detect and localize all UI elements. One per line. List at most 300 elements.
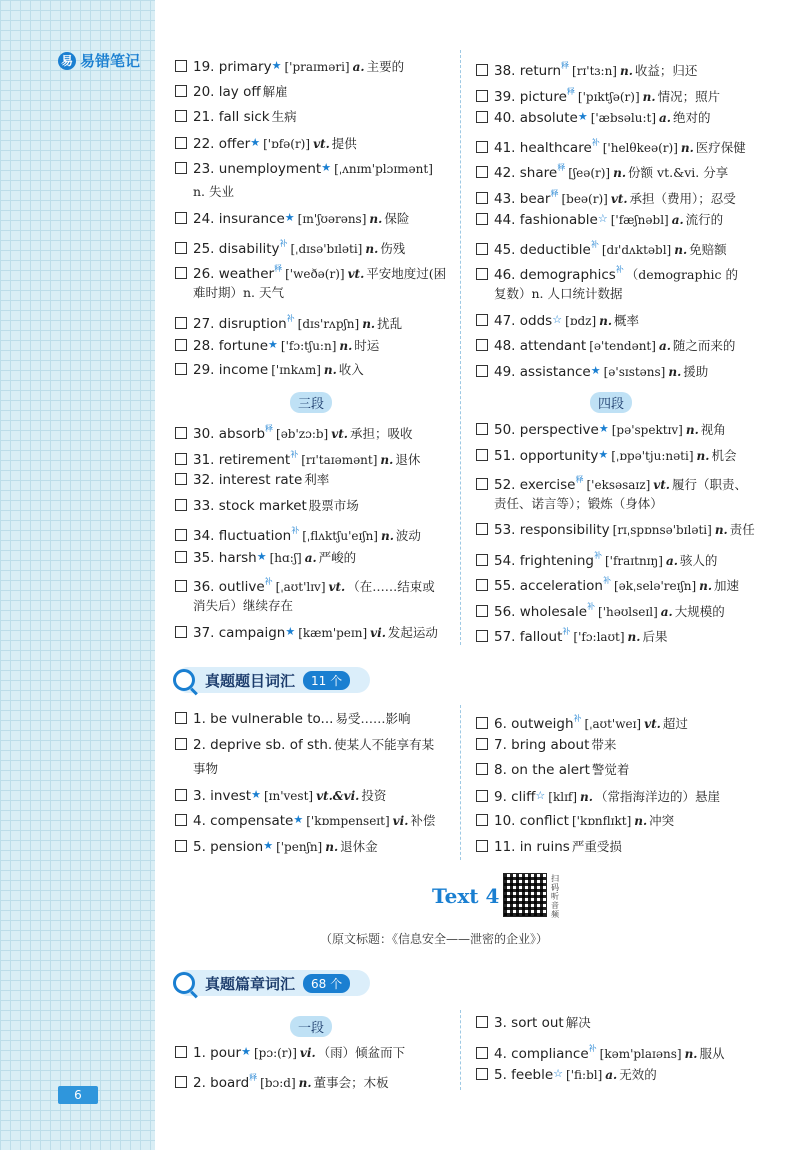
checkbox-icon[interactable] — [476, 717, 488, 729]
section-label-3: 三段 — [290, 392, 332, 413]
definition: 骇人的 — [679, 552, 718, 568]
phonetic: ['fi:bl] — [566, 1068, 603, 1082]
part-of-speech: vt. — [644, 717, 661, 731]
checkbox-icon[interactable] — [476, 579, 488, 591]
phonetic: ['penʃn] — [276, 839, 323, 854]
part-of-speech: vt. — [653, 478, 670, 492]
definition: 超过 — [662, 716, 688, 731]
star-icon: ★ — [250, 135, 261, 149]
checkbox-icon[interactable] — [175, 580, 187, 592]
star-outline-icon: ☆ — [597, 212, 608, 225]
vocab-word: 21. fall sick — [193, 109, 270, 125]
vocab-item — [175, 732, 435, 776]
definition: 加速 — [714, 578, 740, 593]
star-icon: ★ — [590, 364, 601, 377]
checkbox-icon[interactable] — [175, 110, 187, 122]
phonetic: [bɔ:d] — [260, 1075, 296, 1090]
definition: 扰乱 — [377, 316, 403, 331]
definition: （雨）倾盆而下 — [317, 1045, 406, 1060]
vocab-item — [175, 467, 329, 493]
vocab-word: 42. share — [494, 165, 558, 181]
vocab-item — [476, 416, 726, 443]
definition-continued: 事物 — [193, 760, 219, 776]
vocab-word: 5. pension — [193, 838, 264, 855]
checkbox-icon[interactable] — [175, 626, 187, 638]
banner-question-vocab — [175, 667, 350, 693]
part-of-speech: a. — [658, 338, 671, 353]
vocab-word: 49. assistance — [494, 364, 591, 380]
phonetic: ['fɔ:tʃu:n] — [280, 338, 337, 353]
part-of-speech: n. — [627, 630, 641, 644]
vocab-item — [476, 467, 747, 511]
phonetic: ['æbsəlu:t] — [590, 111, 657, 125]
part-of-speech: n. — [380, 452, 394, 467]
checkbox-icon[interactable] — [175, 363, 187, 375]
page-margin-grid — [0, 0, 155, 1150]
vocab-word: 7. bring about — [494, 736, 590, 753]
definition: 大规模的 — [674, 603, 725, 619]
checkbox-icon[interactable] — [476, 166, 488, 178]
vocab-word: 41. healthcare — [494, 139, 592, 156]
checkbox-icon[interactable] — [476, 141, 488, 153]
phonetic: [ɒdz] — [565, 314, 597, 328]
vocab-item — [175, 104, 297, 130]
phonetic: ['fɔ:laʊt] — [573, 630, 625, 644]
checkbox-icon[interactable] — [175, 712, 187, 724]
definition: 平安地度过(困 — [366, 266, 447, 281]
star-icon: ★ — [251, 787, 261, 801]
definition: （常指海洋边的）悬崖 — [594, 788, 720, 804]
vocab-word: 34. fluctuation — [193, 528, 292, 544]
star-icon: ★ — [268, 337, 278, 351]
checkbox-icon[interactable] — [175, 814, 187, 826]
part-of-speech: n. — [674, 242, 688, 257]
checkbox-icon[interactable] — [476, 523, 488, 535]
tag-icon: 补 — [279, 238, 288, 248]
definition: 流行的 — [685, 212, 724, 227]
vocab-item — [476, 104, 710, 131]
tag-icon: 释 — [557, 163, 566, 172]
tag-icon: 补 — [588, 1043, 597, 1053]
definition: 冲突 — [649, 813, 675, 828]
vocab-word: 3. sort out — [494, 1015, 564, 1031]
vocab-word: 39. picture — [494, 88, 567, 105]
definition: 投资 — [361, 787, 387, 803]
definition: 退休 — [395, 451, 421, 467]
vocab-word: 5. feeble — [494, 1067, 554, 1083]
section-label-4: 四段 — [590, 392, 632, 413]
definition: 发起运动 — [387, 625, 438, 640]
definition: 解雇 — [262, 83, 288, 99]
checkbox-icon[interactable] — [175, 339, 187, 351]
star-icon: ★ — [271, 59, 282, 72]
star-outline-icon: ☆ — [552, 313, 563, 326]
vocab-word: 26. weather — [193, 266, 275, 282]
part-of-speech: n. — [298, 1075, 312, 1090]
definition: 随之而来的 — [672, 337, 736, 353]
part-of-speech: n. — [339, 338, 353, 353]
checkbox-icon[interactable] — [476, 268, 488, 280]
star-icon: ★ — [256, 549, 267, 563]
vocab-word: 6. outweigh — [494, 716, 574, 732]
tag-icon: 释 — [265, 424, 274, 433]
original-title: （原文标题：《信息安全——泄密的企业》） — [320, 932, 549, 946]
tag-icon: 释 — [561, 61, 570, 70]
checkbox-icon[interactable] — [175, 212, 187, 224]
vocab-item — [476, 732, 616, 758]
phonetic: [dɪ'dʌktəbl] — [601, 242, 672, 257]
tag-icon: 补 — [290, 449, 299, 459]
part-of-speech: vt. — [610, 191, 628, 206]
brand-logo-icon: 易 — [58, 52, 76, 70]
part-of-speech: a. — [659, 111, 671, 125]
phonetic: [ɪn'vest] — [263, 788, 314, 803]
checkbox-icon[interactable] — [476, 423, 488, 435]
definition: 份额 vt.&vi. 分享 — [628, 165, 729, 180]
vocab-word: 40. absolute — [494, 110, 578, 126]
star-icon: ★ — [293, 813, 304, 826]
definition-continued: 消失后）继续存在 — [193, 598, 294, 613]
tag-icon: 补 — [587, 601, 596, 611]
vocab-word: 48. attendant — [494, 337, 587, 354]
vocab-word: 10. conflict — [494, 813, 569, 829]
tag-icon: 释 — [274, 264, 283, 273]
part-of-speech: n. — [642, 89, 656, 104]
vocab-word: 54. frightening — [494, 552, 594, 569]
definition-continued: 难时期）n. 天气 — [193, 285, 284, 300]
tag-icon: 释 — [575, 475, 584, 484]
definition-continued: 责任、诺言等）；锻炼（身体） — [494, 496, 663, 511]
definition-continued: n. 失业 — [193, 184, 234, 199]
definition: 收益；归还 — [634, 63, 698, 78]
checkbox-icon[interactable] — [476, 314, 488, 326]
vocab-word: 56. wholesale — [494, 603, 588, 620]
part-of-speech: n. — [699, 579, 713, 593]
vocab-item — [476, 808, 674, 834]
checkbox-icon[interactable] — [175, 162, 187, 174]
part-of-speech: a. — [671, 213, 684, 227]
checkbox-icon[interactable] — [175, 1076, 187, 1088]
vocab-item — [175, 569, 435, 613]
part-of-speech: n. — [685, 423, 699, 437]
vocab-item — [476, 257, 739, 301]
checkbox-icon[interactable] — [175, 453, 187, 465]
checkbox-icon[interactable] — [476, 449, 488, 461]
vocab-item — [476, 1010, 591, 1036]
checkbox-icon[interactable] — [476, 554, 488, 566]
phonetic: [ˌdɪsə'bɪləti] — [290, 241, 363, 256]
part-of-speech: n. — [613, 166, 627, 180]
tag-icon: 补 — [591, 137, 600, 147]
phonetic: [əb'zɔ:b] — [276, 427, 329, 441]
part-of-speech: vi. — [299, 1046, 316, 1060]
definition: 严重受损 — [571, 838, 622, 854]
part-of-speech: n. — [599, 314, 613, 328]
star-outline-icon: ☆ — [553, 1067, 564, 1080]
text-heading: Text 4 — [432, 884, 500, 908]
vocab-item — [476, 358, 708, 385]
banner-count-badge: 68 个 — [303, 974, 350, 993]
vocab-item — [175, 807, 435, 834]
definition: 伤残 — [380, 240, 406, 256]
definition: 医疗保健 — [695, 139, 746, 155]
phonetic: [rɪˌspɒnsə'bɪləti] — [612, 523, 712, 537]
search-icon — [173, 972, 195, 994]
phonetic: ['fæʃnəbl] — [610, 213, 669, 227]
definition: 使某人不能享有某 — [334, 736, 435, 752]
column-divider — [460, 50, 461, 645]
vocab-word: 20. lay off — [193, 83, 261, 100]
vocab-word: 11. in ruins — [494, 838, 570, 855]
tag-icon: 补 — [593, 550, 602, 560]
vocab-word: 57. fallout — [494, 629, 563, 645]
checkbox-icon[interactable] — [175, 137, 187, 149]
phonetic: [dɪs'rʌpʃn] — [297, 317, 360, 331]
checkbox-icon[interactable] — [476, 790, 488, 802]
part-of-speech: n. — [369, 212, 383, 226]
checkbox-icon[interactable] — [476, 111, 488, 123]
tag-icon: 补 — [573, 714, 582, 723]
banner-title: 真题篇章词汇 — [205, 974, 296, 993]
phonetic: [klɪf] — [548, 789, 578, 804]
vocab-word: 9. cliff — [494, 788, 536, 805]
part-of-speech: n. — [680, 140, 694, 155]
checkbox-icon[interactable] — [175, 242, 187, 254]
part-of-speech: n. — [634, 814, 648, 828]
vocab-item — [175, 332, 379, 359]
tag-icon: 释 — [249, 1072, 258, 1082]
definition: 退休金 — [340, 838, 378, 854]
checkbox-icon[interactable] — [476, 478, 488, 490]
part-of-speech: n. — [668, 365, 682, 379]
checkbox-icon[interactable] — [476, 192, 488, 204]
tag-icon: 补 — [291, 526, 300, 535]
checkbox-icon[interactable] — [476, 1016, 488, 1028]
vocab-item — [175, 782, 386, 809]
vocab-item — [476, 206, 723, 233]
checkbox-icon[interactable] — [476, 243, 488, 255]
checkbox-icon[interactable] — [476, 90, 488, 102]
checkbox-icon[interactable] — [476, 1047, 488, 1059]
part-of-speech: a. — [605, 1068, 618, 1082]
tag-icon: 释 — [566, 86, 575, 96]
checkbox-icon[interactable] — [175, 789, 187, 801]
definition: 免赔额 — [689, 241, 727, 257]
vocab-word: 4. compliance — [494, 1045, 589, 1062]
part-of-speech: n. — [684, 1046, 698, 1061]
definition: （在……结束或 — [347, 579, 435, 594]
vocab-item — [175, 706, 410, 732]
phonetic: ['helθkeə(r)] — [602, 140, 678, 155]
definition: 警觉着 — [591, 762, 630, 777]
definition: 带来 — [591, 736, 617, 752]
vocab-word: 55. acceleration — [494, 578, 603, 594]
part-of-speech: n. — [619, 64, 633, 78]
checkbox-icon[interactable] — [476, 605, 488, 617]
phonetic: [rɪ'tɜ:n] — [572, 64, 617, 78]
vocab-word: 35. harsh — [193, 549, 257, 566]
phonetic: ['həʊlseɪl] — [598, 604, 658, 619]
checkbox-icon[interactable] — [476, 365, 488, 377]
brand — [58, 50, 140, 71]
definition: 履行（职责、 — [671, 477, 747, 492]
star-icon: ★ — [241, 1045, 251, 1058]
checkbox-icon[interactable] — [476, 763, 488, 775]
vocab-item — [175, 357, 364, 383]
phonetic: [ˌaʊt'lɪv] — [275, 580, 326, 594]
vocab-word: 32. interest rate — [193, 472, 303, 488]
vocab-word: 4. compensate — [193, 813, 294, 829]
tag-icon: 补 — [562, 627, 571, 636]
banner-passage-vocab — [175, 970, 350, 996]
definition-continued: 复数）n. 人口统计数据 — [494, 286, 623, 301]
phonetic: [pə'spektɪv] — [611, 423, 683, 437]
vocab-item — [476, 619, 667, 650]
vocab-word: 38. return — [494, 63, 562, 79]
vocab-item — [476, 442, 736, 469]
part-of-speech: n. — [714, 523, 728, 537]
checkbox-icon[interactable] — [476, 814, 488, 826]
checkbox-icon[interactable] — [175, 427, 187, 439]
phonetic: ['kɒmpenseɪt] — [306, 814, 390, 828]
part-of-speech: vt.&vi. — [316, 788, 360, 803]
vocab-item — [175, 544, 356, 571]
vocab-item — [476, 517, 755, 543]
phonetic: [ˌaʊt'weɪ] — [584, 717, 642, 731]
phonetic: ['eksəsaɪz] — [586, 478, 651, 492]
part-of-speech: n. — [325, 839, 339, 854]
vocab-item — [476, 333, 735, 359]
vocab-item — [175, 619, 438, 646]
phonetic: ['praɪməri] — [284, 60, 350, 74]
part-of-speech: n. — [580, 789, 593, 804]
part-of-speech: vi. — [392, 814, 409, 828]
vocab-item — [476, 1061, 657, 1088]
star-icon: ★ — [577, 110, 588, 123]
phonetic: [kəm'plaɪəns] — [599, 1046, 682, 1061]
vocab-word: 45. deductible — [494, 241, 591, 258]
checkbox-icon[interactable] — [476, 64, 488, 76]
vocab-item — [175, 833, 378, 860]
checkbox-icon[interactable] — [476, 840, 488, 852]
vocab-word: 29. income — [193, 362, 269, 378]
checkbox-icon[interactable] — [175, 317, 187, 329]
checkbox-icon[interactable] — [476, 339, 488, 351]
checkbox-icon[interactable] — [476, 630, 488, 642]
part-of-speech: a. — [660, 604, 673, 619]
definition: 严峻的 — [318, 549, 357, 565]
checkbox-icon[interactable] — [175, 529, 187, 541]
vocab-word: 52. exercise — [494, 477, 576, 493]
definition: 生病 — [271, 109, 297, 124]
checkbox-icon[interactable] — [175, 1046, 187, 1058]
definition: 易受……影响 — [335, 711, 411, 726]
star-icon: ★ — [284, 211, 295, 224]
checkbox-icon[interactable] — [175, 85, 187, 97]
checkbox-icon[interactable] — [175, 473, 187, 485]
vocab-word: 28. fortune — [193, 337, 269, 354]
definition: 提供 — [331, 135, 357, 151]
checkbox-icon[interactable] — [175, 840, 187, 852]
part-of-speech: a. — [352, 60, 365, 74]
qr-note: 扫码听音频 — [551, 874, 559, 919]
vocab-word: 44. fashionable — [494, 212, 598, 228]
definition: 股票市场 — [308, 497, 359, 513]
checkbox-icon[interactable] — [476, 1068, 488, 1080]
tag-icon: 释 — [550, 188, 559, 198]
vocab-word: 1. be vulnerable to... — [193, 711, 334, 727]
checkbox-icon[interactable] — [175, 60, 187, 72]
tag-icon: 补 — [615, 265, 624, 274]
vocab-item — [175, 155, 433, 199]
phonetic: [ˌɒpə'tju:nəti] — [611, 448, 694, 463]
vocab-word: 2. deprive sb. of sth. — [193, 736, 333, 753]
phonetic: [ˌʌnɪm'plɔɪmənt] — [334, 162, 433, 176]
vocab-item — [175, 79, 288, 105]
checkbox-icon[interactable] — [476, 738, 488, 750]
tag-icon: 补 — [286, 314, 295, 323]
star-icon: ★ — [285, 625, 296, 638]
phonetic: [əkˌselə'reɪʃn] — [613, 579, 697, 593]
definition: 补偿 — [410, 813, 436, 828]
checkbox-icon[interactable] — [476, 213, 488, 225]
vocab-item — [175, 53, 404, 80]
phonetic: [ˌflʌktʃu'eɪʃn] — [302, 529, 378, 543]
vocab-word: 37. campaign — [193, 625, 286, 641]
phonetic: ['ɒfə(r)] — [263, 136, 311, 151]
phonetic: [ə'tendənt] — [589, 338, 656, 353]
star-icon: ★ — [598, 422, 609, 435]
vocab-item — [476, 783, 720, 810]
vocab-item — [476, 834, 622, 860]
section-label-1: 一段 — [290, 1016, 332, 1037]
banner-count-badge: 11 个 — [303, 671, 350, 690]
vocab-word: 27. disruption — [193, 316, 287, 332]
star-icon: ★ — [321, 161, 332, 174]
part-of-speech: a. — [665, 553, 678, 568]
part-of-speech: vt. — [347, 267, 365, 281]
part-of-speech: vt. — [328, 580, 346, 594]
vocab-item — [175, 130, 357, 157]
vocab-item — [175, 205, 409, 232]
checkbox-icon[interactable] — [175, 267, 187, 279]
star-outline-icon: ☆ — [535, 788, 546, 802]
part-of-speech: n. — [362, 317, 376, 331]
checkbox-icon[interactable] — [175, 551, 187, 563]
checkbox-icon[interactable] — [175, 738, 187, 750]
phonetic: [ʃeə(r)] — [568, 166, 611, 180]
checkbox-icon[interactable] — [175, 499, 187, 511]
vocab-word: 8. on the alert — [494, 762, 590, 778]
tag-icon: 补 — [590, 239, 599, 249]
definition: 解决 — [565, 1015, 591, 1030]
search-icon — [173, 669, 195, 691]
vocab-word: 30. absorb — [193, 426, 266, 442]
vocab-word: 33. stock market — [193, 497, 307, 514]
qr-code-icon[interactable] — [503, 873, 547, 917]
definition: 无效的 — [619, 1067, 657, 1082]
definition: 视角 — [700, 422, 726, 437]
definition: 服从 — [699, 1045, 725, 1061]
phonetic: [pɔ:(r)] — [253, 1046, 297, 1060]
vocab-word: 51. opportunity — [494, 447, 599, 464]
part-of-speech: a. — [304, 550, 317, 565]
banner-title: 真题题目词汇 — [205, 671, 296, 690]
vocab-item — [175, 493, 359, 519]
definition: 承担（费用）；忍受 — [629, 190, 736, 206]
definition: 概率 — [614, 313, 640, 328]
phonetic: [ɪn'ʃʊərəns] — [297, 212, 367, 226]
